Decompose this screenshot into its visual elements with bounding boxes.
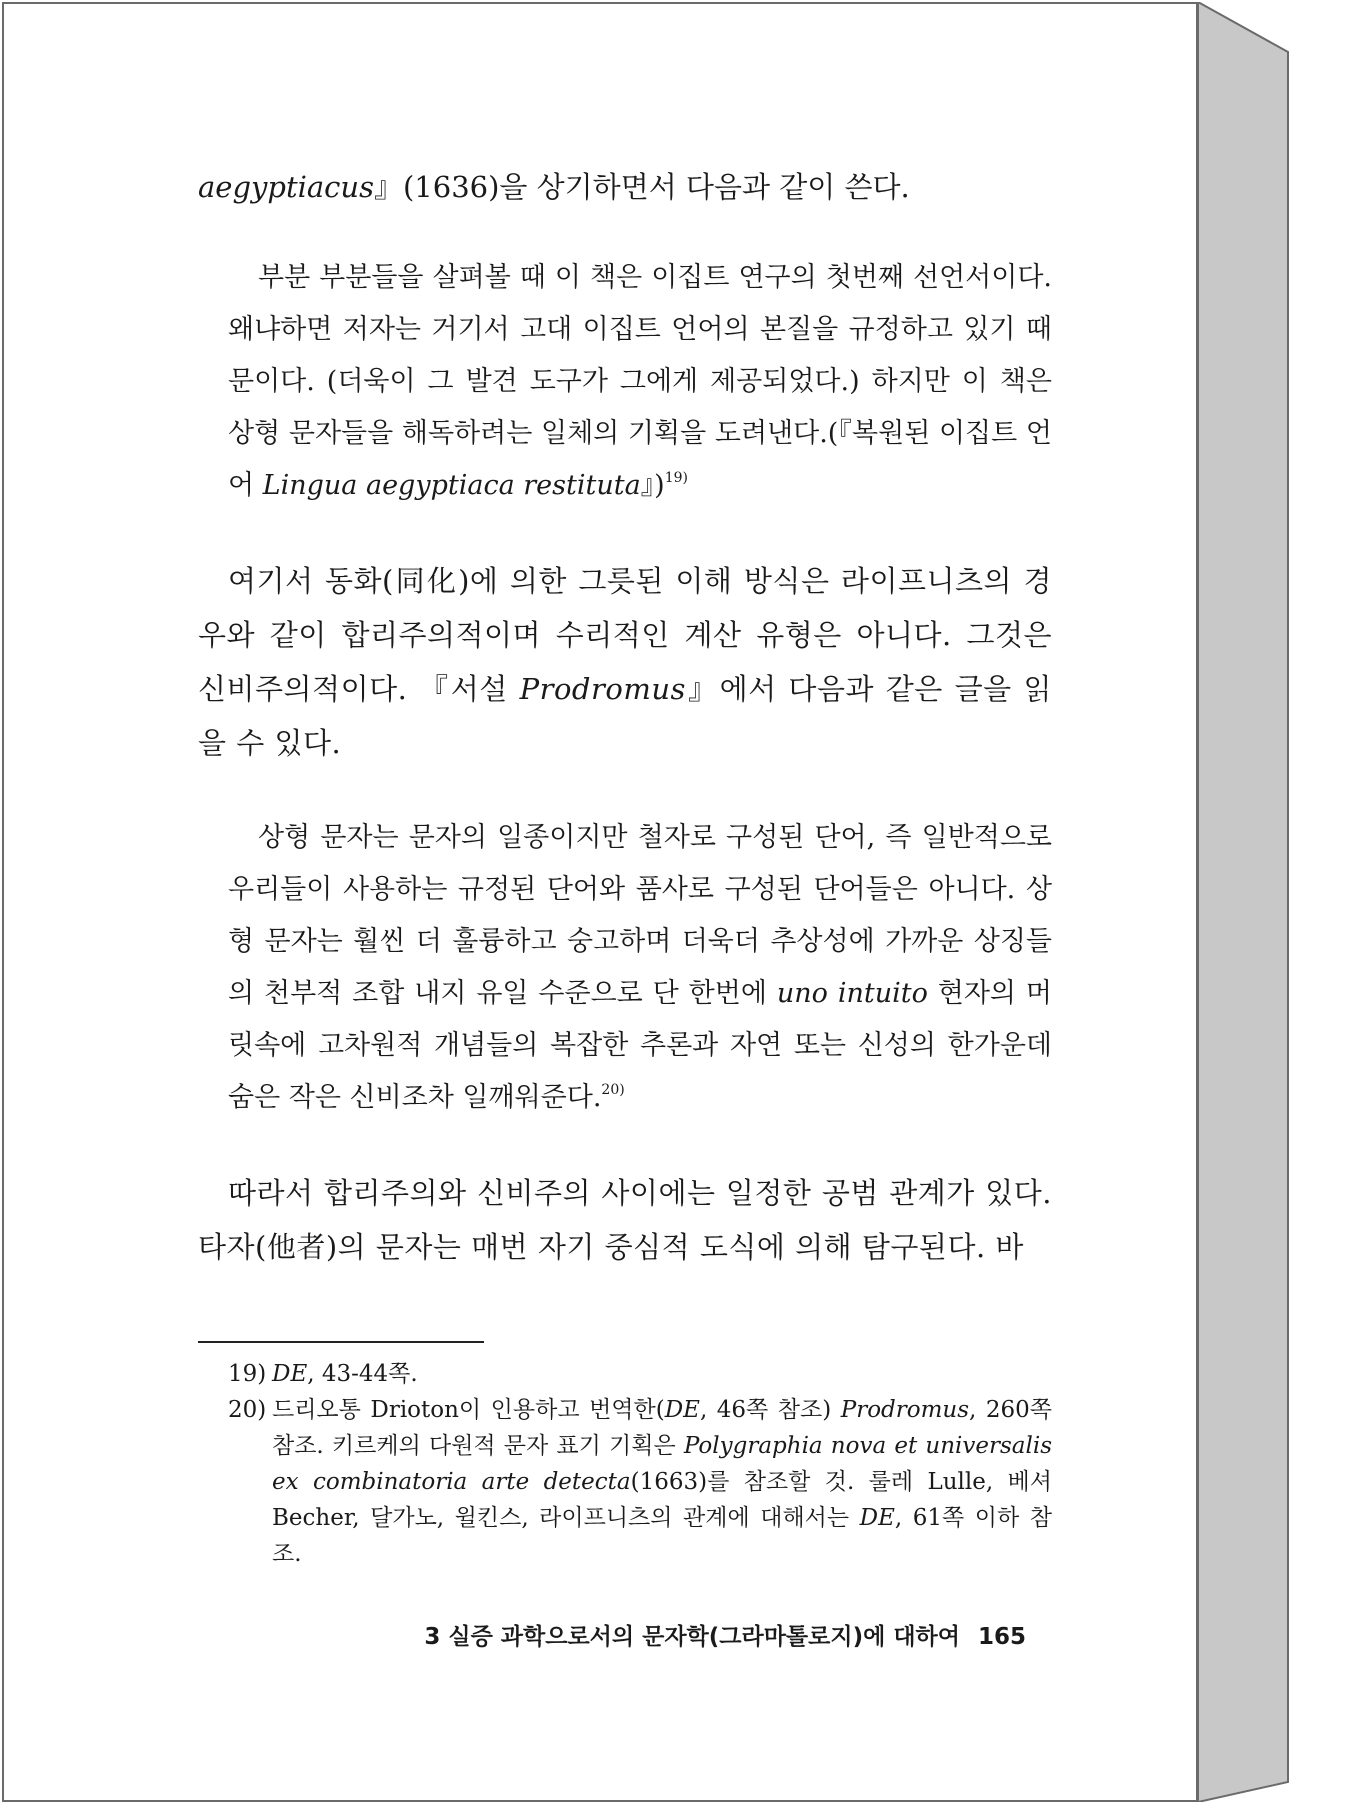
footnote-19 bbox=[228, 1356, 1052, 1392]
fn19-rest: , 43-44쪽. bbox=[307, 1361, 418, 1387]
p2-text-b: 』에서 다음과 같은 글을 읽을 수 있다. bbox=[198, 672, 1053, 760]
footnote-20-number: 20) bbox=[228, 1397, 267, 1423]
block-quote-2 bbox=[198, 812, 1052, 1124]
quote2-italic: uno intuito bbox=[776, 978, 928, 1009]
fn19-de: DE bbox=[272, 1361, 308, 1387]
fn20-de2: DE bbox=[859, 1505, 895, 1531]
fn20-polygraphia: Polygraphia nova et universalis ex combinatoria arte detecta bbox=[272, 1433, 1052, 1495]
running-footer bbox=[396, 1622, 1026, 1652]
page-stack-edge bbox=[1198, 2, 1320, 1802]
fn20-de1: DE bbox=[664, 1397, 700, 1423]
block-quote-1 bbox=[198, 252, 1052, 512]
fn20-a: 드리오통 Drioton이 인용하고 번역한( bbox=[272, 1397, 665, 1423]
footnote-19-number: 19) bbox=[228, 1361, 267, 1387]
lead-rest: 』(1636)을 상기하면서 다음과 같이 쓴다. bbox=[373, 170, 910, 204]
fn20-e: , 61쪽 이하 참조. bbox=[272, 1505, 1052, 1567]
fn20-c: , 260쪽 참조. 키르케의 다원적 문자 표기 기획은 bbox=[272, 1397, 1052, 1459]
paragraph-lead bbox=[198, 160, 1052, 214]
p2-italic: Prodromus bbox=[519, 672, 686, 706]
lead-italic: aegyptiacus bbox=[198, 170, 374, 204]
footnote-20-text bbox=[272, 1392, 1052, 1572]
p2-text-a: 여기서 동화(同化)에 의한 그릇된 이해 방식은 라이프니츠의 경우와 같이 합리주의적이며 수리적인 계산 유형은 아니다. 그것은 신비주의적이다. 『서설 bbox=[198, 564, 1052, 706]
paragraph-2 bbox=[198, 554, 1052, 770]
footnote-20 bbox=[228, 1392, 1052, 1572]
footnote-19-text bbox=[272, 1356, 1052, 1392]
quote1-text-a: 부분 부분들을 살펴볼 때 이 책은 이집트 연구의 첫번째 선언서이다. 왜냐하면 저자는 거기서 고대 이집트 언어의 본질을 규정하고 있기 때문이다. (더욱이 그 발견 도구가 그에게 제공되었다.) 하지만 이 책은 상형 문자들을 해독하려는 일체의 기획을 도려낸다.(『복원된 이집트 언어 bbox=[228, 262, 1052, 501]
fn20-d: (1663)를 참조할 것. 룰레 Lulle, 베셔 Becher, 달가노, 윌킨스, 라이프니츠의 관계에 대해서는 bbox=[272, 1469, 1052, 1531]
footnote-ref-19[interactable]: 19) bbox=[664, 470, 688, 486]
footnote-ref-20[interactable]: 20) bbox=[601, 1082, 625, 1098]
quote2-text-b: 현자의 머릿속에 고차원적 개념들의 복잡한 추론과 자연 또는 신성의 한가운데 숨은 작은 신비조차 일깨워준다. bbox=[228, 978, 1053, 1113]
fn20-prodromus: Prodromus bbox=[840, 1397, 970, 1423]
quote1-text-b: 』) bbox=[640, 470, 665, 501]
footnotes bbox=[228, 1356, 1052, 1572]
page-number: 165 bbox=[977, 1624, 1026, 1650]
quote2-text-a: 상형 문자는 문자의 일종이지만 철자로 구성된 단어, 즉 일반적으로 우리들이 사용하는 규정된 단어와 품사로 구성된 단어들은 아니다. 상형 문자는 훨씬 더 훌륭하고 숭고하며 더욱더 추상성에 가까운 상징들의 천부적 조합 내지 유일 수준으로 단 한번에 bbox=[228, 822, 1052, 1009]
fn20-b: , 46쪽 참조) bbox=[699, 1397, 841, 1423]
quote1-italic: Lingua aegyptiaca restituta bbox=[262, 470, 641, 501]
chapter-title: 3 실증 과학으로서의 문자학(그라마톨로지)에 대하여 bbox=[424, 1624, 960, 1650]
body-text bbox=[198, 160, 1052, 1274]
footnote-divider bbox=[198, 1341, 484, 1343]
paragraph-3: 따라서 합리주의와 신비주의 사이에는 일정한 공범 관계가 있다. 타자(他者)의 문자는 매번 자기 중심적 도식에 의해 탐구된다. 바 bbox=[198, 1176, 1052, 1264]
